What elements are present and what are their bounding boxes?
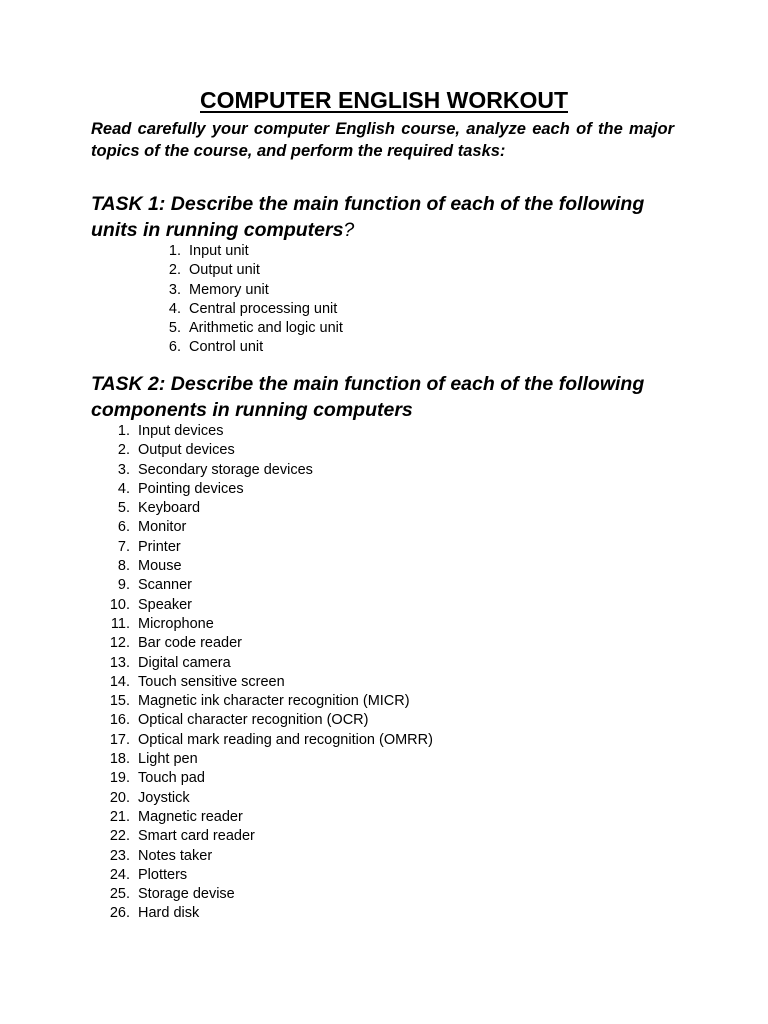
list-item-text: Pointing devices [138,480,244,497]
list-item [108,673,433,692]
list-item [108,557,433,576]
list-item-number: 16. [109,712,130,729]
list-item-number: 19. [109,770,130,787]
list-item [108,731,433,750]
document-title: COMPUTER ENGLISH WORKOUT [200,87,568,113]
list-item-text: Magnetic ink character recognition (MICR) [138,693,410,710]
list-item [108,866,433,885]
list-item [108,711,433,730]
list-item [108,441,433,460]
list-item-text: Scanner [138,577,193,594]
list-item-number: 18. [109,751,130,768]
list-item [160,300,343,319]
list-item [108,769,433,788]
list-item-text: Hard disk [138,905,200,922]
list-item [108,615,433,634]
list-item [160,319,343,338]
list-item-text: Keyboard [138,500,201,517]
list-item-number: 5. [117,500,130,517]
list-item [108,654,433,673]
list-item-number: 7. [117,538,130,555]
list-item-text: Central processing unit [189,300,338,317]
list-item-number: 3. [117,461,130,478]
list-item-number: 5. [168,320,181,337]
list-item-number: 4. [117,480,130,497]
list-item-text: Output unit [189,262,260,279]
list-item [108,885,433,904]
list-item [160,261,343,280]
list-item-text: Bar code reader [138,635,242,652]
task2-list [108,422,433,924]
list-item-number: 6. [117,519,130,536]
list-item [108,422,433,441]
task1-heading-suffix: ? [343,219,355,241]
list-item-number: 24. [109,866,130,883]
list-item [108,499,433,518]
list-item [108,847,433,866]
list-item-number: 3. [168,281,181,298]
list-item-number: 2. [168,262,181,279]
list-item [108,808,433,827]
list-item-text: Memory unit [189,281,269,298]
list-item-number: 1. [117,423,130,439]
list-item [108,789,433,808]
list-item [108,518,433,537]
task1-heading [91,191,691,243]
list-item-number: 4. [168,300,181,317]
list-item-number: 14. [109,673,130,690]
list-item [108,480,433,499]
list-item-text: Secondary storage devices [138,461,313,478]
list-item-text: Printer [138,538,181,555]
list-item-number: 22. [109,828,130,845]
list-item [108,750,433,769]
list-item-text: Control unit [189,339,264,356]
list-item-number: 1. [168,243,181,259]
list-item-text: Microphone [138,615,214,632]
list-item [160,281,343,300]
list-item-text: Arithmetic and logic unit [189,320,343,337]
list-item-number: 23. [109,847,130,864]
list-item-number: 12. [109,635,130,652]
list-item-text: Mouse [138,558,182,575]
list-item [160,338,343,357]
list-item-number: 10. [109,596,130,613]
list-item-text: Monitor [138,519,187,536]
list-item-number: 9. [117,577,130,594]
task1-heading-text: TASK 1: Describe the main function of each of the following units in running computers [91,193,645,241]
intro-paragraph: Read carefully your computer English course, analyze each of the major topics of the course, and perform the required tasks: [91,120,674,160]
list-item-number: 6. [168,339,181,356]
list-item [108,904,433,923]
list-item [160,242,343,261]
list-item-text: Light pen [138,751,198,768]
list-item [108,827,433,846]
list-item-text: Input devices [138,423,224,439]
list-item [108,538,433,557]
list-item [108,576,433,595]
list-item-number: 2. [117,442,130,459]
list-item-text: Digital camera [138,654,231,671]
list-item-number: 11. [110,615,130,632]
list-item-text: Plotters [138,866,188,883]
list-item-text: Optical character recognition (OCR) [138,712,369,729]
list-item-text: Smart card reader [138,828,255,845]
list-item-number: 13. [109,654,130,671]
list-item-text: Storage devise [138,886,235,903]
list-item-number: 17. [109,731,130,748]
list-item-text: Joystick [138,789,190,806]
list-item-number: 25. [109,886,130,903]
list-item-text: Output devices [138,442,235,459]
list-item-text: Touch sensitive screen [138,673,285,690]
list-item-number: 21. [109,808,130,825]
list-item [108,692,433,711]
list-item-text: Input unit [189,243,249,259]
list-item-text: Touch pad [138,770,205,787]
list-item-text: Speaker [138,596,193,613]
list-item [108,461,433,480]
list-item [108,634,433,653]
task2-heading-text: TASK 2: Describe the main function of each of the following components in running computers [91,373,645,421]
task1-list [160,242,343,358]
list-item-number: 20. [109,789,130,806]
list-item-number: 15. [109,693,130,710]
list-item-text: Optical mark reading and recognition (OMRR) [138,731,433,748]
list-item-text: Magnetic reader [138,808,243,825]
list-item-number: 26. [109,905,130,922]
list-item [108,596,433,615]
list-item-number: 8. [117,558,130,575]
task2-heading [91,371,691,423]
list-item-text: Notes taker [138,847,213,864]
